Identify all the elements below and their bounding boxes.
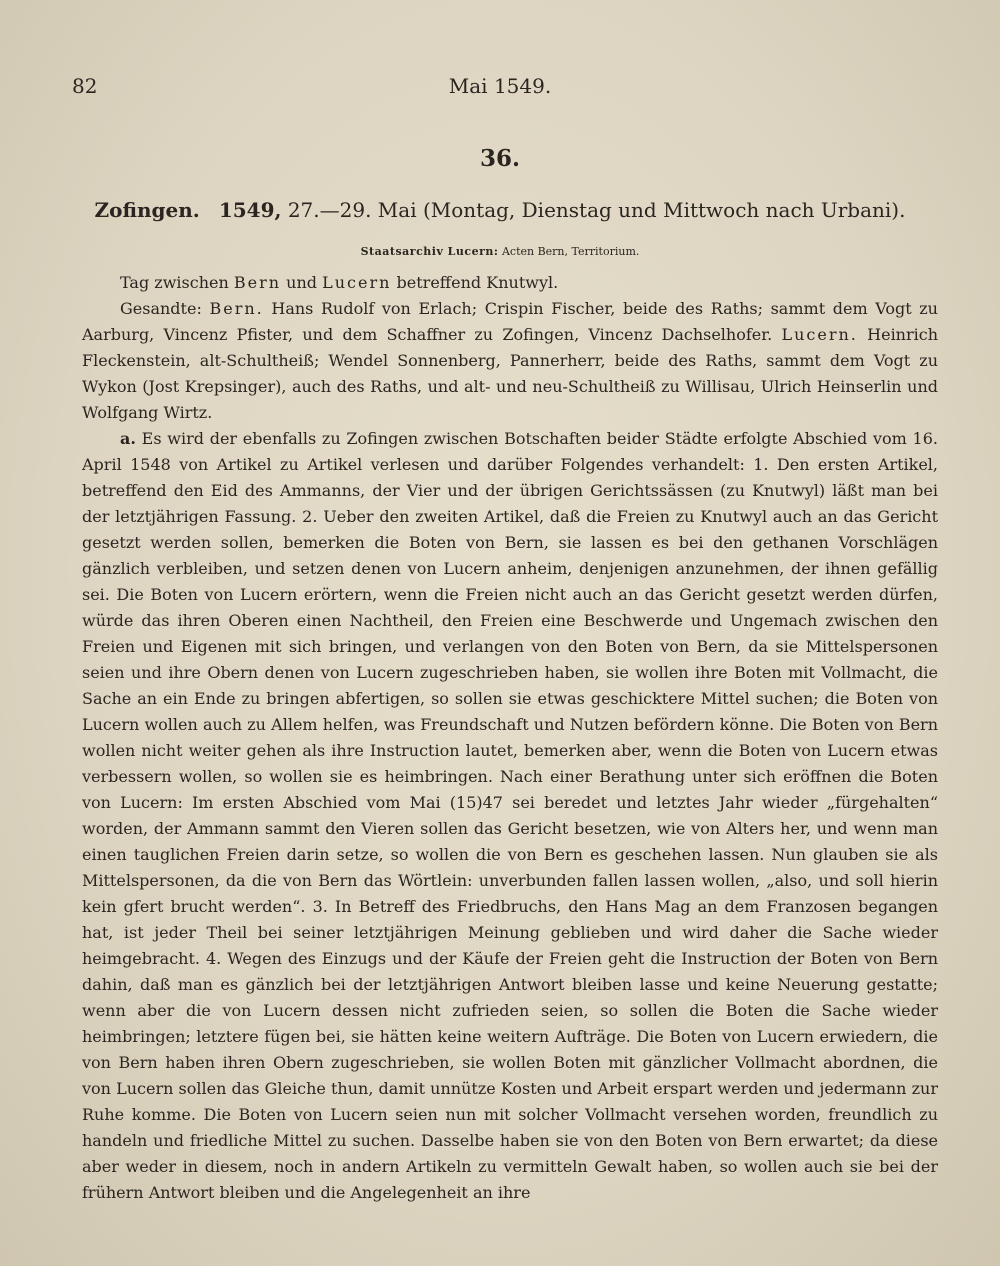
section-a-text: Es wird der ebenfalls zu Zofingen zwischen Botschaften beider Städte erfolgte Abschied vom 16. April 1548 von Artikel zu Artikel verlesen und darüber Folgendes verhandelt: 1. Den ersten Artikel, betreffend den Eid des Ammanns, der Vier und der übrigen Gerichtssässen (zu Knutwyl) läßt man bei der letztjährigen Fassung. 2. Ueber den zweiten Artikel, daß die Freien zu Knutwyl auch an das Gericht gesetzt werden sollen, bemerken die Boten von Bern, sie lassen es bei den gethanen Vorschlägen gänzlich verbleiben, und setzen denen von Lucern anheim, denjenigen anzunehmen, der ihnen gefällig sei. Die Boten von Lucern erörtern, wenn die Freien nicht auch an das Gericht gesetzt werden dürfen, würde das ihren Oberen einen Nachtheil, den Freien eine Beschwerde und Ungemach zwischen den Freien und Eigenen mit sich bringen, und verlangen von den Boten von Bern, da sie Mittelspersonen seien und ihre Obern denen von Lucern zugeschrieben haben, sie wollen ihre Boten mit Vollmacht, die Sache an ein Ende zu bringen abfertigen, so sollen sie etwas geschicktere Mittel suchen; die Boten von Lucern wollen auch zu Allem helfen, was Freundschaft und Nutzen befördern könne. Die Boten von Bern wollen nicht weiter gehen als ihre Instruction lautet, bemerken aber, wenn die Boten von Lucern etwas verbessern wollen, so wollen sie es heimbringen. Nach einer Berathung unter sich eröffnen die Boten von Lucern: Im ersten Abschied vom Mai (15)47 sei beredet und letztes Jahr wieder „fürgehalten“ worden, der Ammann sammt den Vieren sollen das Gericht besetzen, wie von Alters her, und wenn man einen tauglichen Freien darin setze, so wollen die von Bern es geschehen lassen. Nun glauben sie als Mittelspersonen, da die von Bern das Wörtlein: unverbunden fallen lassen wollen, „also, und soll hierin kein gfert brucht werden“. 3. In Betreff des Friedbruchs, den Hans Mag an dem Franzosen begangen hat, ist jeder Theil bei seiner letztjährigen Meinung geblieben und wird daher die Sache wieder heimgebracht. 4. Wegen des Einzugs und der Käufe der Freien geht die Instruction der Boten von Bern dahin, daß man es gänzlich bei der letztjährigen Antwort bleiben lasse und keine Neuerung gestatte; wenn aber die von Lucern dessen nicht zufrieden seien, so sollen die Boten die Sache wieder heimbringen; letztere fügen bei, sie hätten keine weitern Aufträge. Die Boten von Lucern erwiedern, die von Bern haben ihren Obern zugeschrieben, sie wollen Boten mit gänzlicher Vollmacht abordnen, die von Lucern sollen das Gleiche thun, damit unnütze Kosten und Arbeit erspart werden und jedermann zur Ruhe komme. Die Boten von Lucern seien nun mit solcher Vollmacht versehen worden, freundlich zu handeln und friedliche Mittel zu suchen. Dasselbe haben sie von den Boten von Bern erwartet; da diese aber weder in diesem, noch in andern Artikeln zu vermitteln Gewalt haben, so wollen auch sie bei der frühern Antwort bleiben und die Angelegenheit an ihre: [82, 429, 938, 1202]
source-detail: Acten Bern, Territorium.: [501, 245, 640, 258]
running-head: Mai 1549.: [448, 74, 552, 98]
intro-prefix: Tag zwischen: [120, 273, 229, 292]
envoys-paragraph: [82, 296, 938, 426]
document-title: [0, 198, 1000, 222]
document-number: 36.: [479, 145, 520, 172]
intro-paragraph: [82, 270, 938, 296]
section-a-letter: a.: [120, 429, 136, 448]
title-place: Zofingen.: [94, 198, 200, 222]
document-body: [82, 270, 938, 1206]
source-archive: Staatsarchiv Lucern:: [360, 245, 499, 258]
source-reference: [0, 245, 1000, 258]
envoys-bern-label: Bern.: [209, 299, 264, 318]
envoys-lucern-label: Lucern.: [781, 325, 858, 344]
envoys-lucern: Heinrich Fleckenstein, alt-Schultheiß; Wendel Sonnenberg, Pannerherr, beide des Raths, sammt dem Vogt zu Wykon (Jost Krepsinger), auch des Raths, und alt- und neu-Schultheiß zu Willisau, Ulrich Heinserlin und Wolfgang Wirtz.: [82, 325, 939, 422]
envoys-label: Gesandte:: [120, 299, 202, 318]
title-date: 27.—29. Mai (Montag, Dienstag und Mittwoch nach Urbani).: [287, 198, 906, 222]
intro-lucern: Lucern: [322, 273, 392, 292]
section-a-paragraph: [82, 426, 938, 1206]
intro-bern: Bern: [233, 273, 282, 292]
page-number: 82: [72, 74, 98, 98]
intro-suffix: betreffend Knutwyl.: [396, 273, 559, 292]
intro-mid: und: [286, 273, 318, 292]
envoys-bern: Hans Rudolf von Erlach; Crispin Fischer, beide des Raths; sammt dem Vogt zu Aarburg, Vincenz Pfister, und dem Schaffner zu Zofingen, Vincenz Dachselhofer.: [82, 299, 938, 344]
title-year: 1549,: [218, 198, 282, 222]
